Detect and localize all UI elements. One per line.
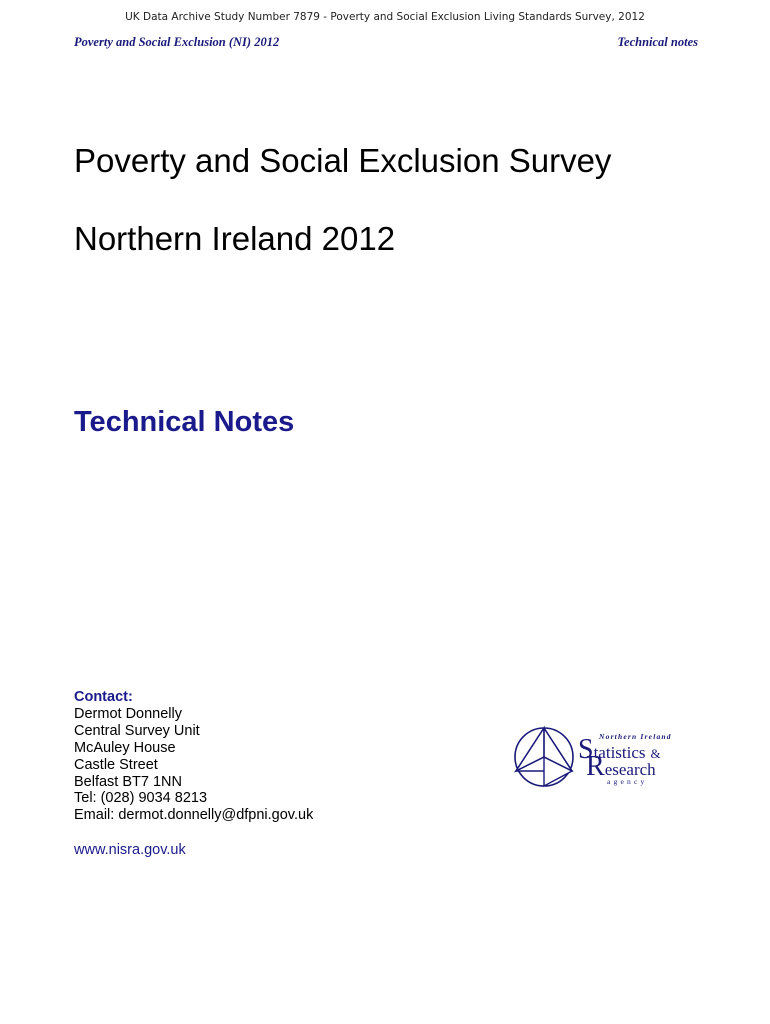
logo-statistics-rest: tatistics: [593, 743, 646, 762]
logo-agency: agency: [607, 777, 648, 786]
logo-northern-ireland: Northern Ireland: [599, 732, 672, 741]
running-header-left: Poverty and Social Exclusion (NI) 2012: [74, 35, 280, 49]
document-subtitle: Technical Notes: [74, 406, 295, 438]
logo-r-capital: R: [586, 751, 605, 782]
contact-email[interactable]: Email: dermot.donnelly@dfpni.gov.uk: [74, 807, 314, 824]
running-header: [74, 35, 698, 50]
logo-s-capital: S: [578, 734, 594, 765]
document-title-line-2: Northern Ireland 2012: [74, 220, 396, 257]
logo-ampersand: &: [650, 746, 661, 761]
contact-heading: Contact:: [74, 689, 133, 705]
nisra-logo: [508, 724, 683, 790]
website-link[interactable]: www.nisra.gov.uk: [74, 842, 186, 858]
contact-city-postcode: Belfast BT7 1NN: [74, 773, 182, 790]
contact-street: Castle Street: [74, 756, 158, 773]
nisra-triangle-circle-icon: [508, 724, 584, 788]
archive-banner: UK Data Archive Study Number 7879 - Poverty and Social Exclusion Living Standards Survey, 2012: [125, 11, 645, 23]
running-header-right: Technical notes: [617, 35, 698, 49]
contact-building: McAuley House: [74, 739, 176, 756]
logo-research-rest: esearch: [604, 760, 656, 779]
document-title-line-1: Poverty and Social Exclusion Survey: [74, 142, 612, 179]
contact-block: [74, 689, 313, 824]
contact-name: Dermot Donnelly: [74, 705, 182, 722]
contact-telephone: Tel: (028) 9034 8213: [74, 790, 208, 807]
contact-unit: Central Survey Unit: [74, 722, 200, 739]
